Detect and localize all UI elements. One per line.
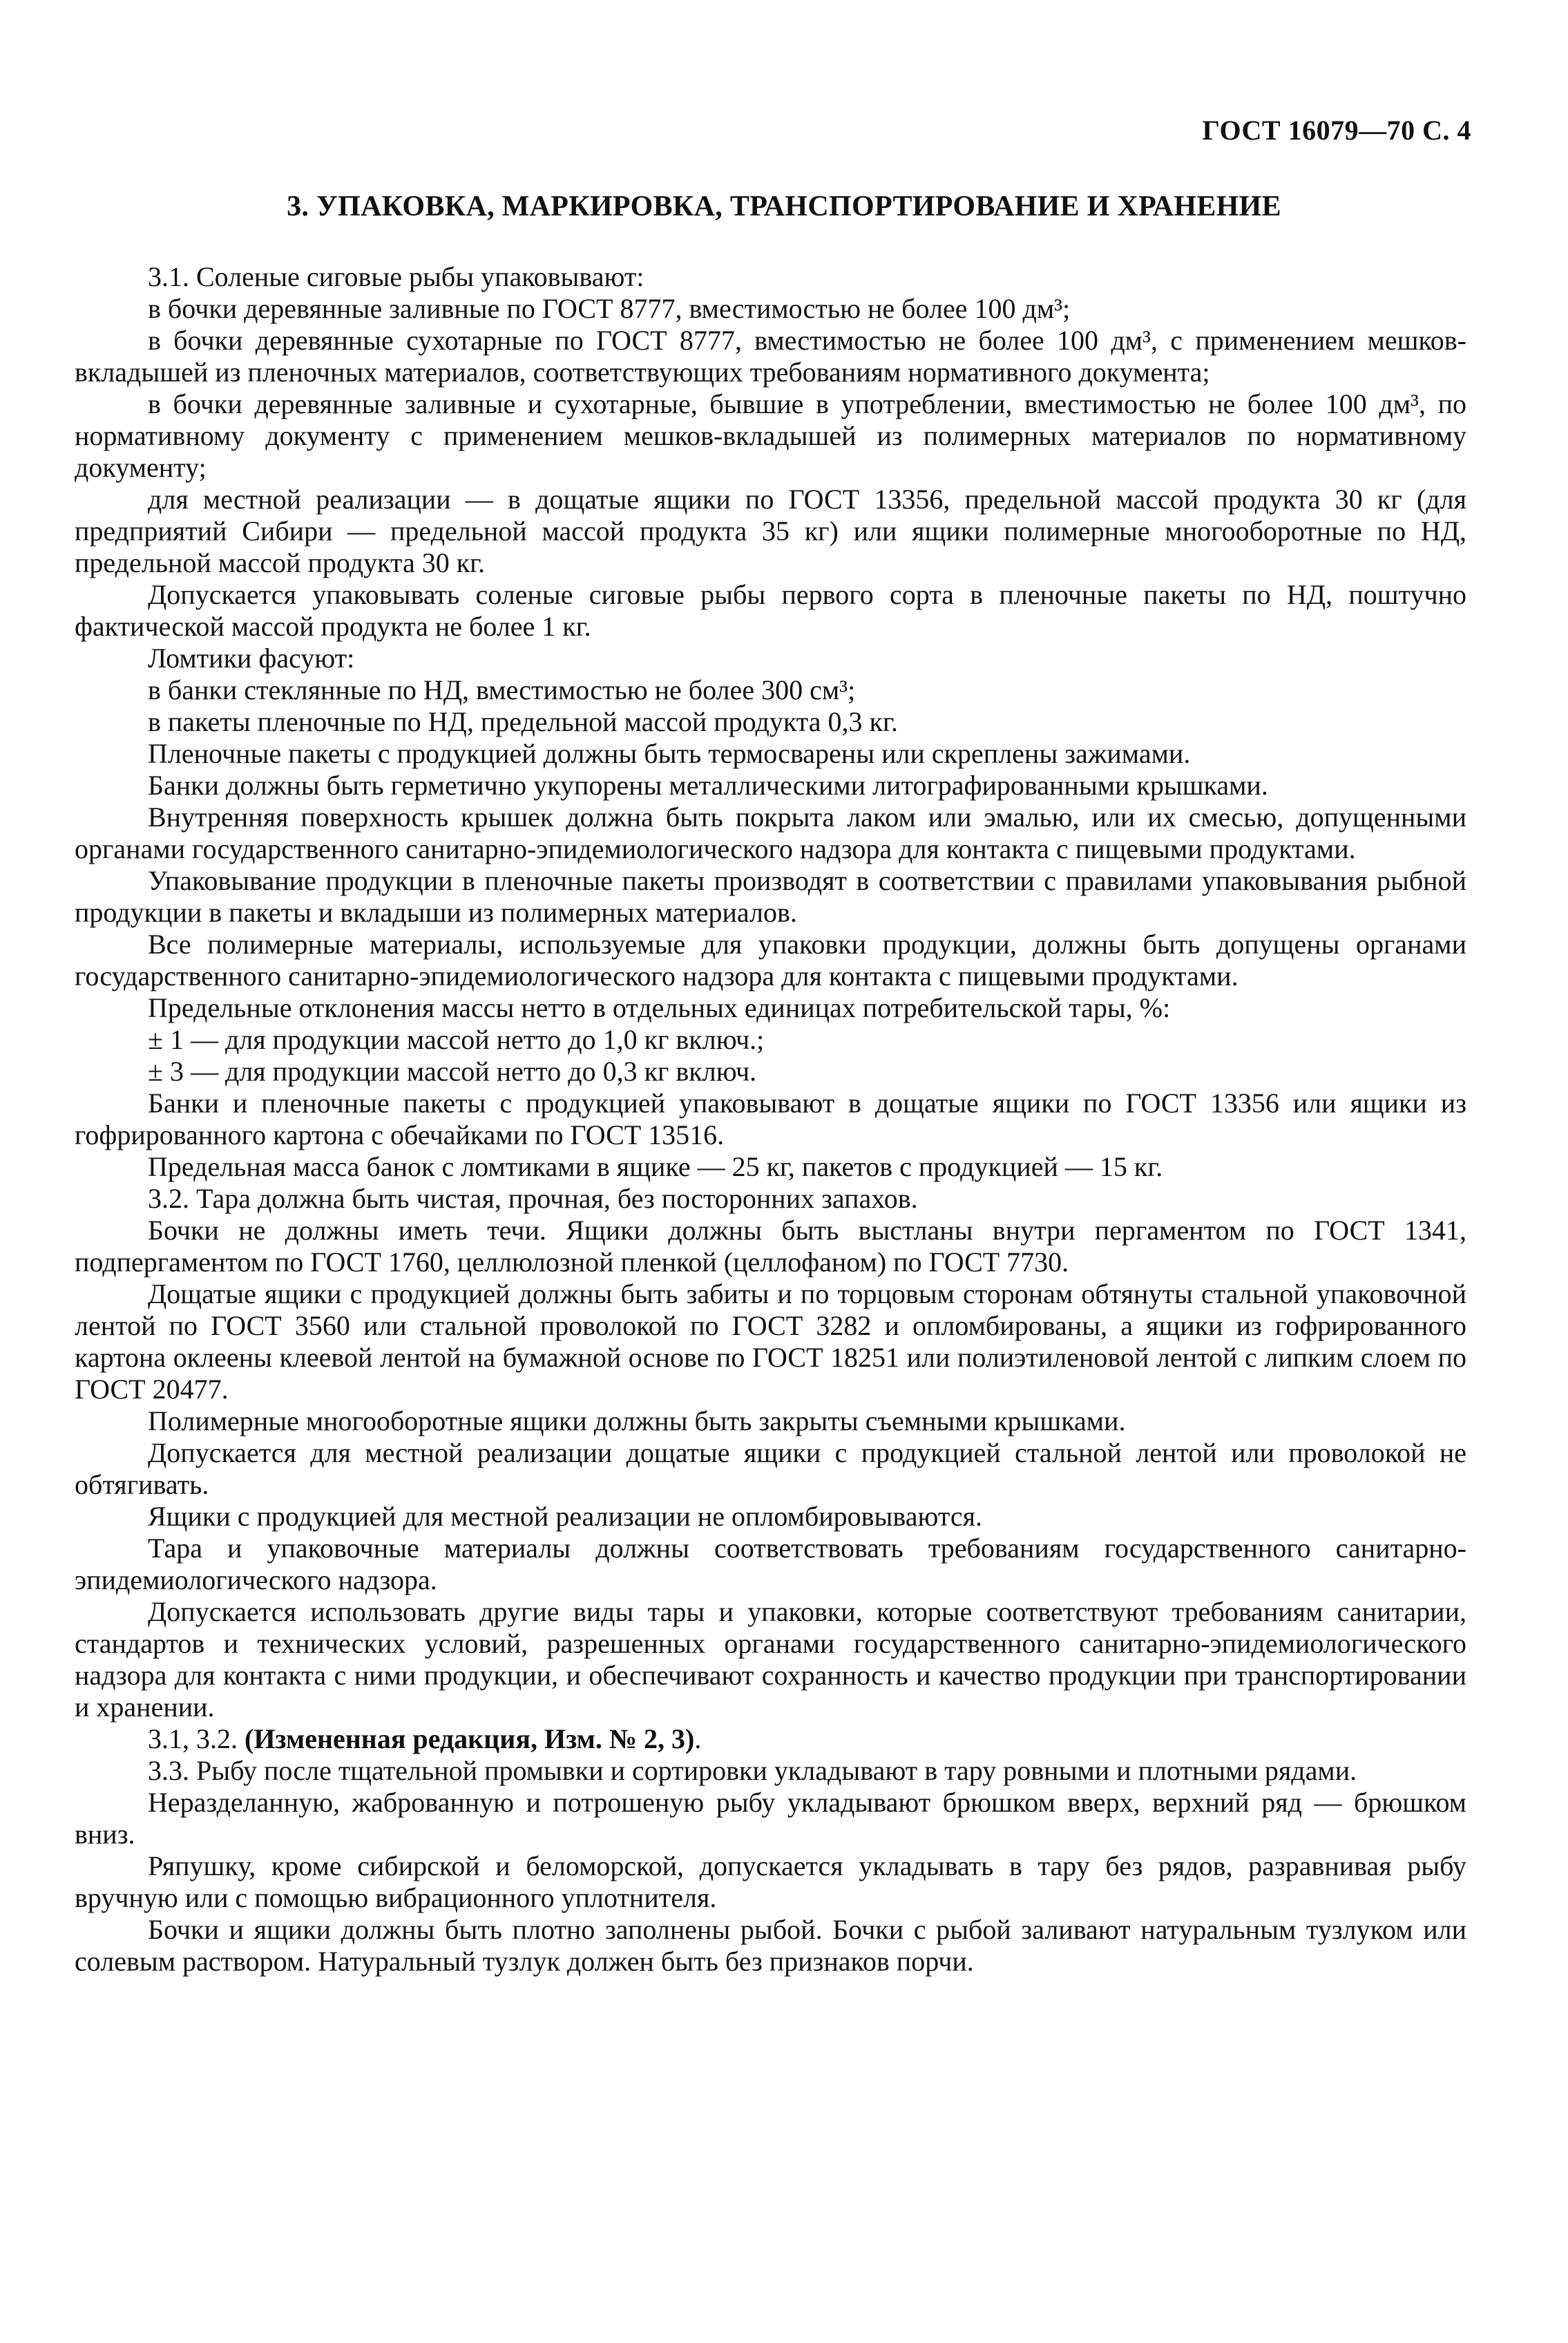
paragraph: 3.2. Тара должна быть чистая, прочная, без посторонних запахов. <box>148 1183 918 1214</box>
paragraph: 3.3. Рыбу после тщательной промывки и сортировки укладывают в тару ровными и плотными рядами. <box>148 1755 1357 1786</box>
paragraph: Неразделанную, жаброванную и потрошеную рыбу укладывают брюшком вверх, верхний ряд — брюшком вниз. <box>75 1787 1466 1850</box>
amendment-prefix: 3.1, 3.2. <box>148 1723 245 1754</box>
body-text <box>75 261 1466 1977</box>
paragraph: Предельные отклонения массы нетто в отдельных единицах потребительской тары, %: <box>148 992 1171 1023</box>
paragraph: в бочки деревянные заливные по ГОСТ 8777, вместимостью не более 100 дм³; <box>148 293 1071 324</box>
paragraph: в пакеты пленочные по НД, предельной массой продукта 0,3 кг. <box>148 706 898 737</box>
paragraph: Полимерные многооборотные ящики должны быть закрыты съемными крышками. <box>148 1405 1126 1436</box>
paragraph: Допускается упаковывать соленые сиговые рыбы первого сорта в пленочные пакеты по НД, поштучно фактической массой продукта не более 1 кг. <box>75 579 1466 642</box>
paragraph: Допускается для местной реализации дощатые ящики с продукцией стальной лентой или проволокой не обтягивать. <box>75 1437 1466 1500</box>
paragraph: Банки должны быть герметично укупорены металлическими литографированными крышками. <box>148 770 1268 801</box>
paragraph: 3.1. Соленые сиговые рыбы упаковывают: <box>148 261 644 292</box>
paragraph: ± 3 — для продукции массой нетто до 0,3 кг включ. <box>148 1056 757 1087</box>
paragraph: Тара и упаковочные материалы должны соответствовать требованиям государственного санитарно-эпидемиологического надзора. <box>75 1533 1466 1595</box>
paragraph: Внутренняя поверхность крышек должна быть покрыта лаком или эмалью, или их смесью, допущенными органами государственного санитарно-эпидемиологического надзора для контакта с пищевыми продуктами. <box>75 801 1466 864</box>
paragraph: Допускается использовать другие виды тары и упаковки, которые соответствуют требованиям санитарии, стандартов и технических условий, разрешенных органами государственного санитарно-эпидемиологического надзора для контакта с ними продукции, и обеспечивают сохранность и качество продукции при транспортировании и хранении. <box>75 1596 1466 1723</box>
paragraph: Банки и пленочные пакеты с продукцией упаковывают в дощатые ящики по ГОСТ 13356 или ящики из гофрированного картона с обечайками по ГОСТ 13516. <box>75 1088 1466 1150</box>
paragraph: Все полимерные материалы, используемые для упаковки продукции, должны быть допущены органами государственного санитарно-эпидемиологического надзора для контакта с пищевыми продуктами. <box>75 929 1466 992</box>
section-title: 3. УПАКОВКА, МАРКИРОВКА, ТРАНСПОРТИРОВАНИЕ И ХРАНЕНИЕ <box>287 191 1281 222</box>
paragraph: ± 1 — для продукции массой нетто до 1,0 кг включ.; <box>148 1024 765 1055</box>
paragraph: Дощатые ящики с продукцией должны быть забиты и по торцовым сторонам обтянуты стальной упаковочной лентой по ГОСТ 3560 или стальной проволокой по ГОСТ 3282 и опломбированы, а ящики из гофрированного картона оклеены клеевой лентой на бумажной основе по ГОСТ 18251 или полиэтиленовой лентой с липким слоем по ГОСТ 20477. <box>75 1278 1466 1405</box>
paragraph: в банки стеклянные по НД, вместимостью не более 300 см³; <box>148 674 856 705</box>
amendment-suffix: . <box>694 1723 702 1754</box>
amendment-note <box>75 1723 1466 1755</box>
paragraph: Ломтики фасуют: <box>148 643 355 674</box>
paragraph: для местной реализации — в дощатые ящики по ГОСТ 13356, предельной массой продукта 30 кг (для предприятий Сибири — предельной массой продукта 35 кг) или ящики полимерные многооборотные по НД, предельной массой продукта 30 кг. <box>75 484 1466 578</box>
paragraph: Бочки не должны иметь течи. Ящики должны быть выстланы внутри пергаментом по ГОСТ 1341, подпергаментом по ГОСТ 1760, целлюлозной пленкой (целлофаном) по ГОСТ 7730. <box>75 1215 1466 1278</box>
paragraph: Бочки и ящики должны быть плотно заполнены рыбой. Бочки с рыбой заливают натуральным тузлуком или солевым раствором. Натуральный тузлук должен быть без признаков порчи. <box>75 1914 1466 1977</box>
paragraph: Пленочные пакеты с продукцией должны быть термосварены или скреплены зажимами. <box>148 738 1191 769</box>
paragraph: Ряпушку, кроме сибирской и беломорской, допускается укладывать в тару без рядов, разравнивая рыбу вручную или с помощью вибрационного уплотнителя. <box>75 1850 1466 1913</box>
paragraph: в бочки деревянные сухотарные по ГОСТ 8777, вместимостью не более 100 дм³, с применением мешков-вкладышей из пленочных материалов, соответствующих требованиям нормативного документа; <box>75 325 1466 388</box>
paragraph: в бочки деревянные заливные и сухотарные, бывшие в употреблении, вместимостью не более 100 дм³, по нормативному документу с применением мешков-вкладышей из полимерных материалов по нормативному документу; <box>75 388 1466 483</box>
paragraph: Упаковывание продукции в пленочные пакеты производят в соответствии с правилами упаковывания рыбной продукции в пакеты и вкладыши из полимерных материалов. <box>75 865 1466 928</box>
amendment-bold: (Измененная редакция, Изм. № 2, 3) <box>245 1723 695 1754</box>
paragraph: Ящики с продукцией для местной реализации не опломбировываются. <box>148 1501 982 1532</box>
paragraph: Предельная масса банок с ломтиками в ящике — 25 кг, пакетов с продукцией — 15 кг. <box>148 1151 1163 1182</box>
page-header: ГОСТ 16079—70 С. 4 <box>1202 115 1471 146</box>
